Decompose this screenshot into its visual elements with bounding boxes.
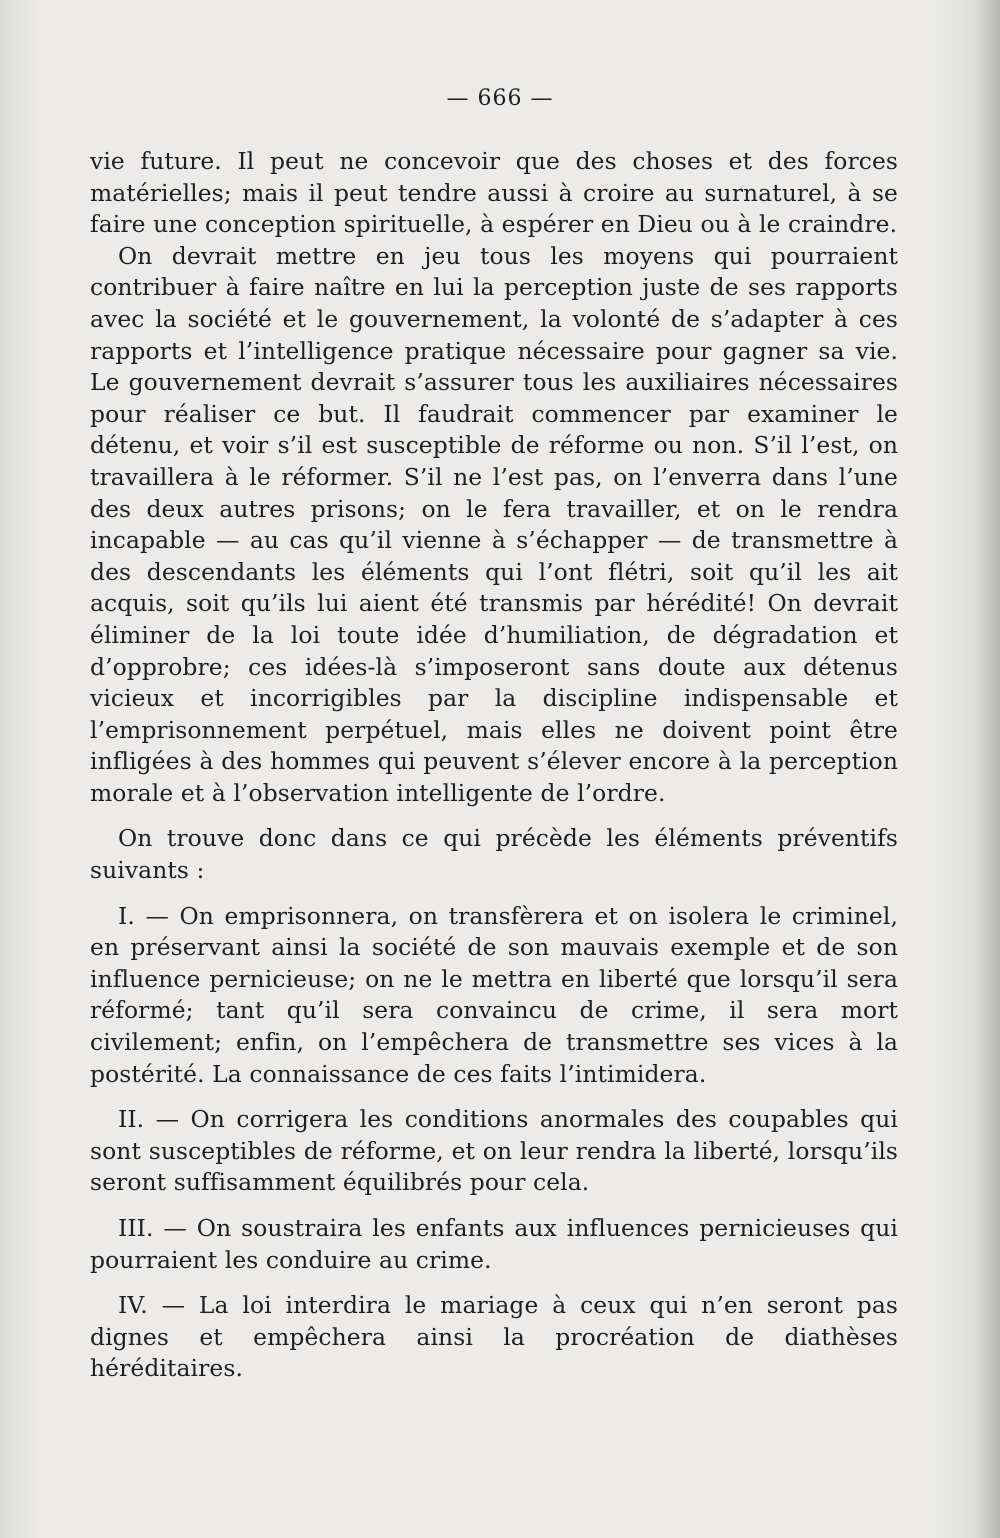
list-item-ii: II. — On corrigera les conditions anormales des coupables qui sont susceptibles de réforme, et on leur rendra la liberté, lorsqu’ils seront suffisamment équilibrés pour cela. (90, 1105, 898, 1197)
list-item-iv: IV. — La loi interdira le mariage à ceux qui n’en seront pas dignes et empêchera ainsi la procréation de diathèses héréditaires. (90, 1291, 898, 1383)
page-edge-shadow (974, 0, 1000, 1538)
paragraph-summary-intro: On trouve donc dans ce qui précède les éléments préventifs suivants : (90, 824, 898, 885)
page-number: — 666 — (446, 86, 554, 111)
paragraph-continued: vie future. Il peut ne concevoir que des choses et des forces matérielles; mais il peut tendre aussi à croire au surnaturel, à se faire une conception spirituelle, à espérer en Dieu ou à le craindre. (90, 147, 898, 239)
list-item-iii: III. — On soustraira les enfants aux influences pernicieuses qui pourraient les conduire au crime. (90, 1214, 898, 1274)
paragraph-means: On devrait mettre en jeu tous les moyens qui pourraient contribuer à faire naître en lui la perception juste de ses rapports avec la société et le gouvernement, la volonté de s’adapter à ces rapports et l’intelligence pratique nécessaire pour gagner sa vie. Le gouvernement devrait s’assurer tous les auxiliaires nécessaires pour réaliser ce but. Il faudrait commencer par examiner le détenu, et voir s’il est susceptible de réforme ou non. S’il l’est, on travaillera à le réformer. S’il ne l’est pas, on l’enverra dans l’une des deux autres prisons; on le fera travailler, et on le rendra incapable — au cas qu’il vienne à s’échapper — de transmettre à des descendants les éléments qui l’ont flétri, soit qu’il les ait acquis, soit qu’ils lui aient été transmis par hérédité! On devrait éliminer de la loi toute idée d’humiliation, de dégradation et d’opprobre; ces idées-là s’imposeront sans doute aux détenus vicieux et incorrigibles par la discipline indispensable et l’emprisonnement perpétuel, mais elles ne doivent point être infligées à des hommes qui peuvent s’élever encore à la perception morale et à l’observation intelligente de l’ordre. (90, 241, 898, 807)
list-item-i: I. — On emprisonnera, on transfèrera et on isolera le criminel, en préservant ainsi la société de son mauvais exemple et de son influence pernicieuse; on ne le mettra en liberté que lorsqu’il sera réformé; tant qu’il sera convaincu de crime, il sera mort civilement; enfin, on l’empêchera de transmettre ses vices à la postérité. La connaissance de ces faits l’intimidera. (90, 901, 898, 1088)
body-text (90, 146, 898, 1385)
